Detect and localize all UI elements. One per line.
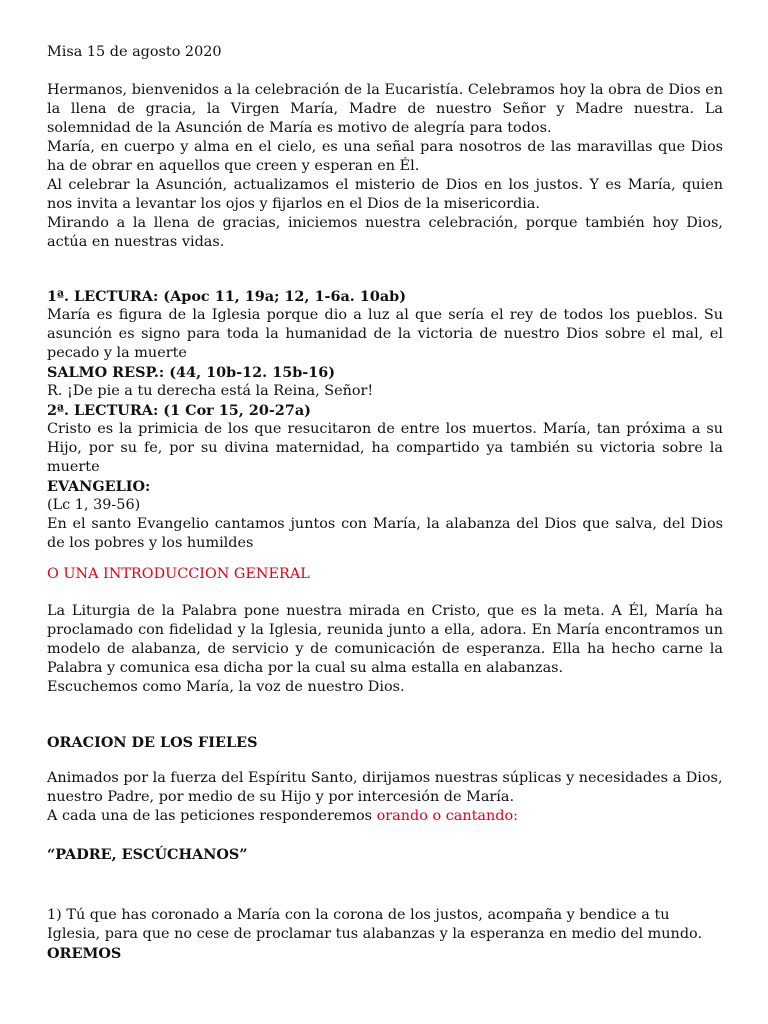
intro-paragraph: María, en cuerpo y alma en el cielo, es una señal para nosotros de las maravillas que Dios ha de obrar en aquellos que creen y esperan en Él. — [47, 139, 723, 174]
refrain: “PADRE, ESCÚCHANOS” — [47, 846, 248, 863]
general-intro-text: La Liturgia de la Palabra pone nuestra mirada en Cristo, que es la meta. A Él, María ha proclamado con fidelidad y la Iglesia, reunida junto a ella, adora. En María encontramos un modelo de alabanza, de servicio y de comunicación de esperanza. Ella ha hecho carne la Palabra y comunica esa dicha por la cual su alma estalla en alabanzas. — [47, 603, 723, 676]
intro-paragraph: Hermanos, bienvenidos a la celebración de la Eucaristía. Celebramos hoy la obra de Dios en la llena de gracia, la Virgen María, Madre de nuestro Señor y Madre nuestra. La solemnidad de la Asunción de María es motivo de alegría para todos. — [47, 82, 723, 136]
prayer-response-line — [47, 807, 723, 826]
reading2-text: Cristo es la primicia de los que resucitaron de entre los muertos. María, tan próxima a su Hijo, por su fe, por su divina maternidad, ha compartido ya también su victoria sobre la muerte — [47, 421, 723, 475]
intro-paragraph: Al celebrar la Asunción, actualizamos el misterio de Dios en los justos. Y es María, quien nos invita a levantar los ojos y fijarlos en el Dios de la misericordia. — [47, 177, 723, 212]
prayer-section — [47, 769, 723, 826]
petition-1-end: OREMOS — [47, 945, 122, 962]
intro-paragraph: Mirando a la llena de gracias, iniciemos nuestra celebración, porque también hoy Dios, actúa en nuestras vidas. — [47, 215, 723, 250]
intro-section — [47, 81, 723, 252]
petition-1-text: 1) Tú que has coronado a María con la corona de los justos, acompaña y bendice a tu Iglesia, para que no cese de proclamar tus alabanzas y la esperanza en medio del mundo. — [47, 907, 703, 942]
psalm-response: R. ¡De pie a tu derecha está la Reina, Señor! — [47, 383, 374, 399]
general-intro-heading: O UNA INTRODUCCION GENERAL — [47, 566, 310, 582]
prayer-response-prefix: A cada una de las peticiones responderemos — [47, 808, 377, 824]
gospel-heading: EVANGELIO: — [47, 478, 151, 495]
readings-section — [47, 287, 723, 553]
psalm-heading: SALMO RESP.: (44, 10b-12. 15b-16) — [47, 364, 336, 381]
gospel-text: En el santo Evangelio cantamos juntos con María, la alabanza del Dios que salva, del Dios de los pobres y los humildes — [47, 516, 723, 551]
petition-1 — [47, 906, 723, 964]
general-intro-section — [47, 602, 723, 697]
reading2-heading: 2ª. LECTURA: (1 Cor 15, 20-27a) — [47, 402, 311, 419]
general-intro-closing: Escuchemos como María, la voz de nuestro Dios. — [47, 679, 405, 695]
gospel-reference: (Lc 1, 39-56) — [47, 497, 141, 513]
prayer-text: Animados por la fuerza del Espíritu Santo, dirijamos nuestras súplicas y necesidades a Dios, nuestro Padre, por medio de su Hijo y por intercesión de María. — [47, 770, 723, 805]
prayer-heading: ORACION DE LOS FIELES — [47, 734, 258, 751]
reading1-heading: 1ª. LECTURA: (Apoc 11, 19a; 12, 1-6a. 10ab) — [47, 288, 407, 305]
reading1-text: María es figura de la Iglesia porque dio a luz al que sería el rey de todos los pueblos. Su asunción es signo para toda la humanidad de la victoria de nuestro Dios sobre el mal, el pecado y la muerte — [47, 307, 723, 361]
date-line: Misa 15 de agosto 2020 — [47, 44, 222, 60]
prayer-response-highlight: orando o cantando: — [376, 808, 518, 824]
